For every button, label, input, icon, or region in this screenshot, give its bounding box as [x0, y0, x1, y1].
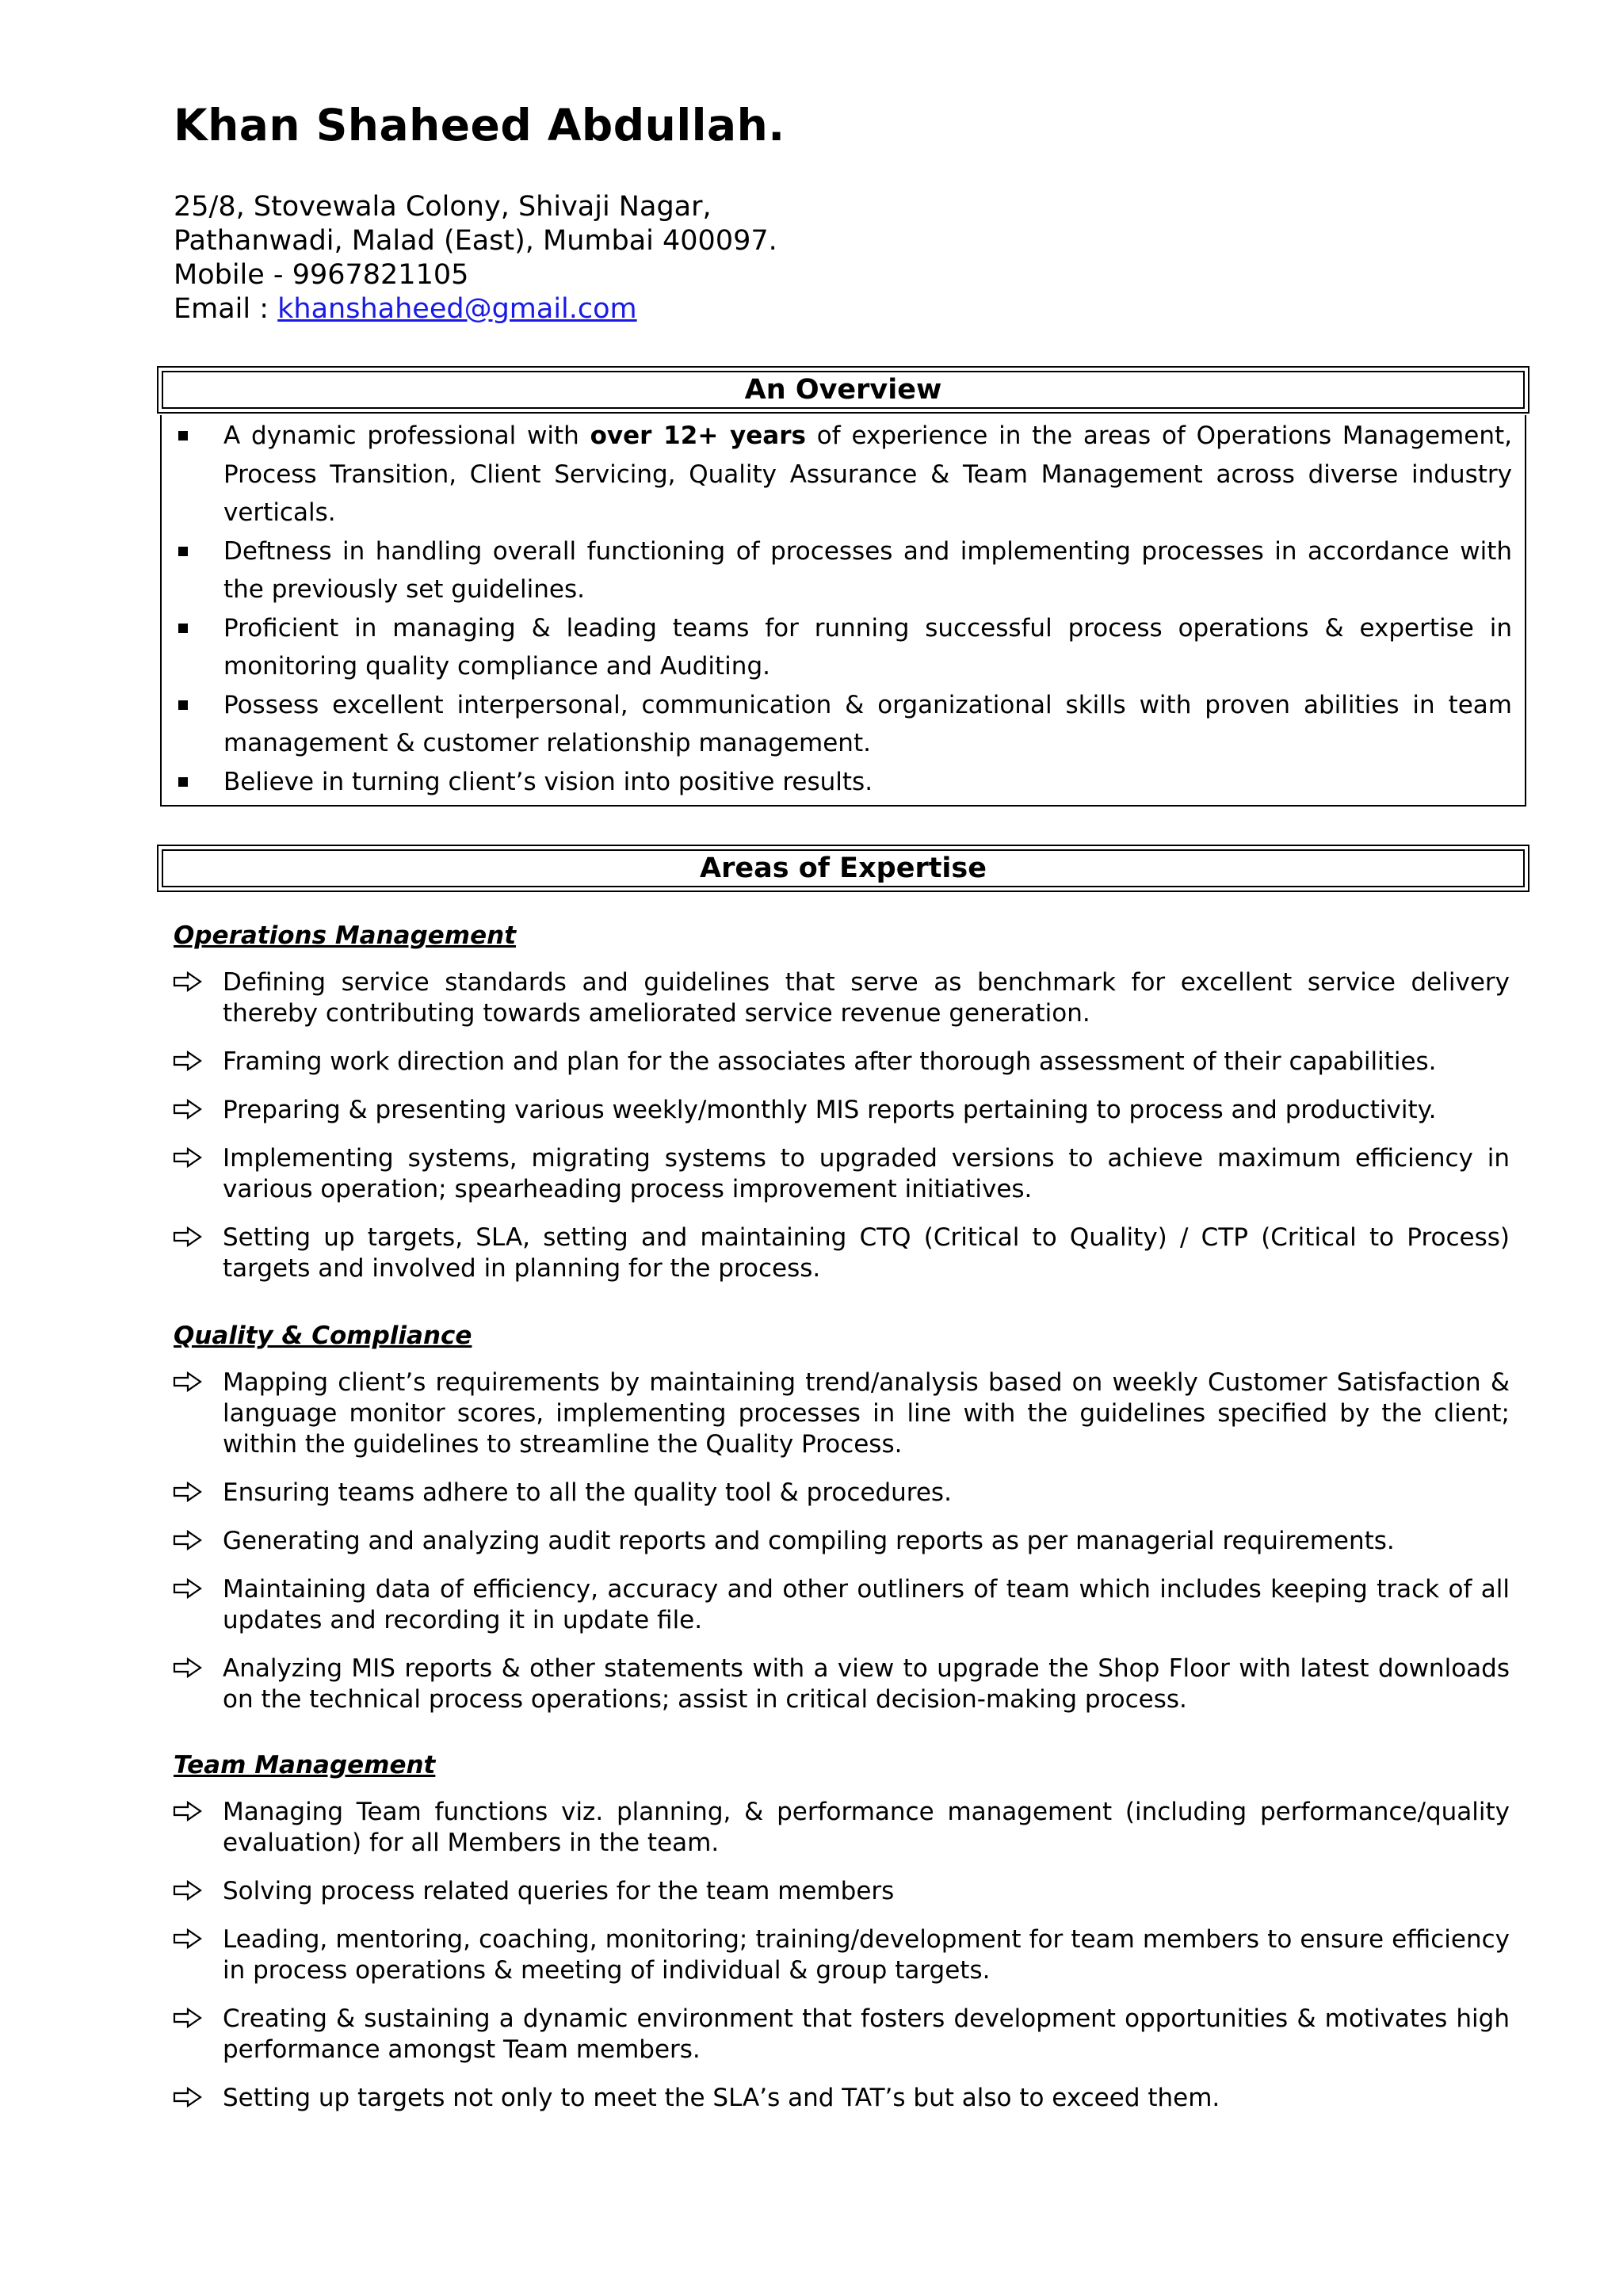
email-row [174, 292, 777, 326]
team-subheading: Team Management [174, 1751, 436, 1779]
bullet-square-icon [178, 777, 188, 787]
arrow-right-icon [173, 2007, 203, 2029]
list-item: Setting up targets, SLA, setting and maintaining CTQ (Critical to Quality) / CTP (Critical to Process) targets and involved in planning for the process. [223, 1222, 1510, 1284]
list-item: Preparing & presenting various weekly/monthly MIS reports pertaining to process and productivity. [223, 1095, 1510, 1126]
arrow-right-icon [173, 1800, 203, 1822]
arrow-right-icon [173, 2086, 203, 2108]
expertise-header [157, 845, 1529, 892]
list-item: Managing Team functions viz. planning, & performance management (including performance/quality evaluation) for all Members in the team. [223, 1797, 1510, 1859]
experience-highlight: over 12+ years [590, 421, 806, 450]
arrow-right-icon [173, 1371, 203, 1393]
list-item: Framing work direction and plan for the associates after thorough assessment of their capabilities. [223, 1047, 1510, 1077]
arrow-right-icon [173, 971, 203, 993]
mobile-number: Mobile - 9967821105 [174, 259, 469, 291]
overview-title: An Overview [162, 371, 1525, 409]
bullet-square-icon [178, 431, 188, 441]
bullet-square-icon [178, 624, 188, 633]
address-line-1: 25/8, Stovewala Colony, Shivaji Nagar, [174, 191, 712, 223]
arrow-right-icon [173, 1481, 203, 1503]
bullet-square-icon [178, 547, 188, 556]
arrow-right-icon [173, 1098, 203, 1120]
list-item: Ensuring teams adhere to all the quality tool & procedures. [223, 1478, 1510, 1508]
list-item: Mapping client’s requirements by maintaining trend/analysis based on weekly Customer Satisfaction & language monitor scores, implementing processes in line with the guidelines specified by the client; within the guidelines to streamline the Quality Process. [223, 1367, 1510, 1460]
arrow-right-icon [173, 1577, 203, 1600]
overview-item: Proficient in managing & leading teams for running successful process operations & expertise in monitoring quality compliance and Auditing. [223, 609, 1512, 686]
list-item: Implementing systems, migrating systems to upgraded versions to achieve maximum efficiency in various operation; spearheading process improvement initiatives. [223, 1143, 1510, 1205]
list-item: Analyzing MIS reports & other statements with a view to upgrade the Shop Floor with latest downloads on the technical process operations; assist in critical decision-making process. [223, 1653, 1510, 1715]
list-item: Defining service standards and guidelines that serve as benchmark for excellent service delivery thereby contributing towards ameliorated service revenue generation. [223, 967, 1510, 1029]
expertise-title: Areas of Expertise [162, 849, 1525, 887]
arrow-right-icon [173, 1657, 203, 1679]
arrow-right-icon [173, 1879, 203, 1901]
list-item: Leading, mentoring, coaching, monitoring; training/development for team members to ensure efficiency in process operations & meeting of individual & group targets. [223, 1924, 1510, 1986]
list-item: Creating & sustaining a dynamic environment that fosters development opportunities & motivates high performance amongst Team members. [223, 2004, 1510, 2065]
overview-header [157, 366, 1529, 414]
overview-box [160, 415, 1526, 807]
quality-subheading: Quality & Compliance [174, 1322, 472, 1350]
email-label: Email : [174, 293, 278, 325]
arrow-right-icon [173, 1050, 203, 1072]
bullet-square-icon [178, 700, 188, 710]
contact-block [174, 190, 777, 326]
arrow-right-icon [173, 1146, 203, 1169]
candidate-name: Khan Shaheed Abdullah. [174, 100, 785, 151]
overview-list [223, 417, 1512, 801]
overview-item: A dynamic professional with over 12+ years of experience in the areas of Operations Management, Process Transition, Client Servicing, Quality Assurance & Team Management across diverse industry verticals. [223, 417, 1512, 532]
arrow-right-icon [173, 1529, 203, 1551]
email-link[interactable]: khanshaheed@gmail.com [277, 293, 637, 325]
overview-item: Possess excellent interpersonal, communication & organizational skills with proven abilities in team management & customer relationship management. [223, 686, 1512, 763]
operations-list [223, 967, 1510, 1302]
arrow-right-icon [173, 1928, 203, 1950]
list-item: Solving process related queries for the team members [223, 1876, 1510, 1907]
overview-item: Deftness in handling overall functioning of processes and implementing processes in accordance with the previously set guidelines. [223, 532, 1512, 609]
list-item: Setting up targets not only to meet the SLA’s and TAT’s but also to exceed them. [223, 2083, 1510, 2114]
team-list [223, 1797, 1510, 2131]
address-line-2: Pathanwadi, Malad (East), Mumbai 400097. [174, 225, 777, 257]
list-item: Maintaining data of efficiency, accuracy and other outliners of team which includes keeping track of all updates and recording it in update file. [223, 1574, 1510, 1636]
list-item: Generating and analyzing audit reports and compiling reports as per managerial requirements. [223, 1526, 1510, 1557]
overview-item: Believe in turning client’s vision into positive results. [223, 763, 1512, 802]
arrow-right-icon [173, 1226, 203, 1248]
quality-list [223, 1367, 1510, 1733]
operations-subheading: Operations Management [174, 921, 517, 950]
